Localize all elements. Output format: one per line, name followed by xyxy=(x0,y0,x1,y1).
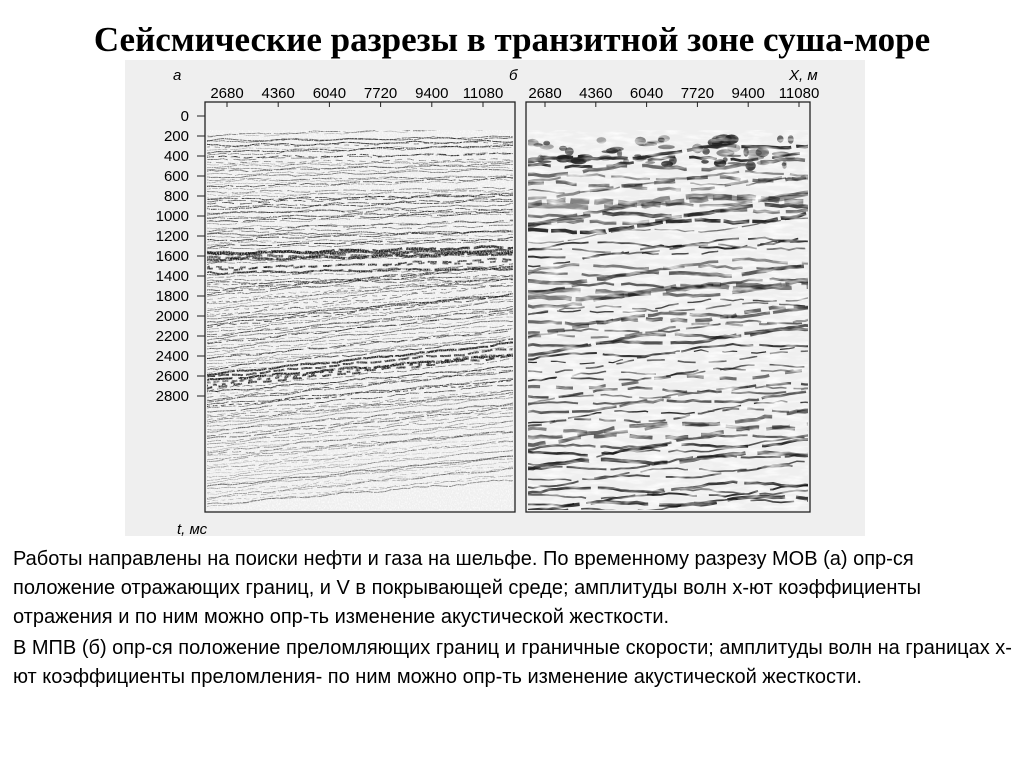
y-axis-label: t, мс xyxy=(177,521,208,536)
panel-b-label: б xyxy=(509,67,518,84)
panel-b-x-tick-label: 7720 xyxy=(680,85,715,102)
y-tick-label: 200 xyxy=(163,128,189,145)
slide-title: Сейсмические разрезы в транзитной зоне суша-море xyxy=(93,20,931,59)
y-tick-label: 2800 xyxy=(155,388,189,405)
paragraph-refraction: В МПВ (б) опр-ся положение преломляющих границ и граничные скорости; амплитуды волн на границах х-ют коэффициенты преломления- по ним можно опр-ть изменение акустической жесткости. xyxy=(13,637,1012,688)
panel-a-label: а xyxy=(173,67,182,84)
paragraph-reflection: Работы направлены на поиски нефти и газа на шельфе. По временному разрезу МОВ (а) опр-ся положение отражающих границ, и V в покрывающей среде; амплитуды волн х-ют коэффициенты отражения и по ним можно опр-ть изменение акустической жесткости. xyxy=(13,548,922,628)
y-tick-label: 1400 xyxy=(155,268,189,285)
y-tick-label: 600 xyxy=(163,168,189,185)
y-tick-label: 1200 xyxy=(155,228,189,245)
panel-a-grain xyxy=(205,130,517,514)
panel-a-x-tick-label: 9400 xyxy=(415,85,449,102)
panel-a-x-tick-label: 2680 xyxy=(210,85,244,102)
y-tick-label: 800 xyxy=(163,188,189,205)
panel-a-x-tick-label: 6040 xyxy=(312,85,347,102)
description-text xyxy=(13,545,1013,694)
panel-b-x-tick-label: 11080 xyxy=(778,85,820,102)
y-tick-label: 2200 xyxy=(155,328,189,345)
y-tick-label: 1600 xyxy=(155,248,189,265)
panel-b-x-tick-label: 4360 xyxy=(579,85,613,102)
panel-b-x-tick-label: 6040 xyxy=(629,85,664,102)
panel-a-x-tick-label: 11080 xyxy=(462,85,504,102)
seismic-figure xyxy=(125,60,865,536)
panel-a-x-tick-label: 4360 xyxy=(261,85,295,102)
panel-b-seismic-section xyxy=(525,130,813,515)
y-axis-ticks xyxy=(156,108,205,405)
y-tick-label: 0 xyxy=(180,108,189,125)
seismic-sections-svg xyxy=(125,60,865,536)
panel-b-grain xyxy=(525,130,813,514)
panel-b-x-tick-label: 2680 xyxy=(528,85,562,102)
y-tick-label: 400 xyxy=(163,148,189,165)
panel-a-x-tick-label: 7720 xyxy=(363,85,398,102)
panel-a-seismic-section xyxy=(205,126,517,514)
y-tick-label: 2400 xyxy=(155,348,189,365)
panel-b-x-tick-label: 9400 xyxy=(731,85,765,102)
y-tick-label: 1800 xyxy=(155,288,189,305)
panel-b-x-ticks xyxy=(528,85,819,107)
y-tick-label: 1000 xyxy=(155,208,189,225)
x-axis-label: X, м xyxy=(789,67,818,84)
y-tick-label: 2000 xyxy=(155,308,189,325)
y-tick-label: 2600 xyxy=(155,368,189,385)
panel-a-x-ticks xyxy=(210,85,503,107)
